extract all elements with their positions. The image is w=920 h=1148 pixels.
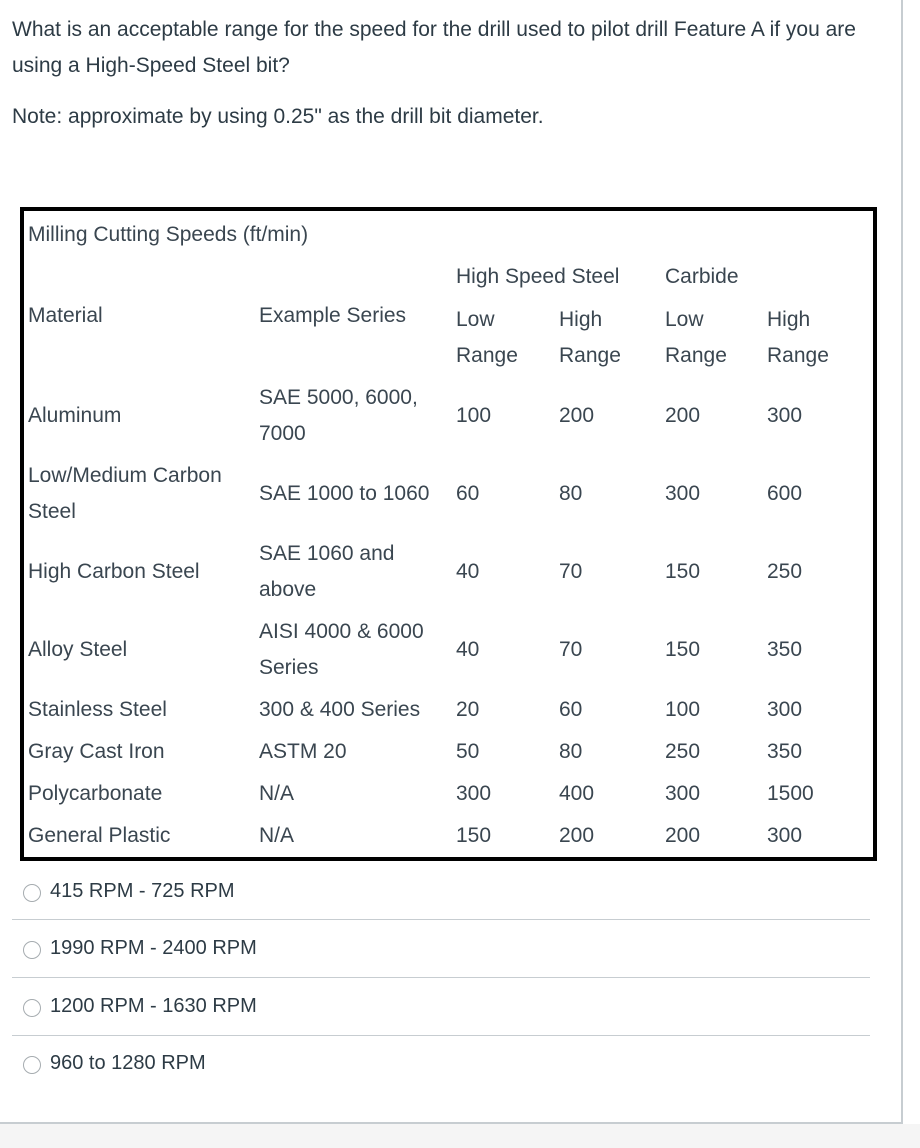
row-low-medium-carbon-series: SAE 1000 to 1060 — [259, 482, 430, 505]
question-note: Note: approximate by using 0.25" as the drill bit diameter. — [12, 105, 544, 128]
radio-button-2[interactable] — [23, 941, 41, 959]
row-gray-cast-iron-hss-low: 50 — [456, 740, 480, 763]
row-alloy-steel-carbide-low: 150 — [665, 638, 701, 661]
row-polycarbonate-series: N/A — [259, 782, 295, 805]
row-polycarbonate-material: Polycarbonate — [28, 782, 163, 805]
row-stainless-material: Stainless Steel — [28, 698, 167, 721]
header-carbide: Carbide — [665, 265, 739, 288]
row-low-medium-carbon-material: Low/Medium Carbon Steel — [28, 464, 222, 523]
row-low-medium-carbon-hss-low: 60 — [456, 482, 480, 505]
row-general-plastic-material: General Plastic — [28, 824, 171, 847]
header-hss-low: Low Range — [456, 308, 518, 367]
row-low-medium-carbon-hss-high: 80 — [559, 482, 583, 505]
header-high-speed-steel: High Speed Steel — [456, 265, 620, 288]
answer-option-4[interactable] — [0, 1036, 870, 1094]
row-high-carbon-hss-high: 70 — [559, 560, 583, 583]
row-general-plastic-hss-high: 200 — [559, 824, 595, 847]
frame-right-border — [901, 0, 903, 1124]
row-alloy-steel-series: AISI 4000 & 6000 Series — [259, 620, 424, 679]
row-general-plastic-carbide-high: 300 — [767, 824, 803, 847]
header-hss-high: High Range — [559, 308, 621, 367]
answer-label-2[interactable]: 1990 RPM - 2400 RPM — [50, 937, 257, 959]
row-stainless-carbide-high: 300 — [767, 698, 803, 721]
radio-button-4[interactable] — [23, 1056, 41, 1074]
row-aluminum-carbide-low: 200 — [665, 404, 701, 427]
row-alloy-steel-hss-high: 70 — [559, 638, 583, 661]
row-high-carbon-material: High Carbon Steel — [28, 560, 200, 583]
header-carbide-low: Low Range — [665, 308, 727, 367]
answer-option-2[interactable] — [0, 920, 870, 978]
row-high-carbon-hss-low: 40 — [456, 560, 480, 583]
row-polycarbonate-hss-low: 300 — [456, 782, 492, 805]
page-background-strip — [0, 1124, 920, 1148]
radio-button-1[interactable] — [23, 884, 41, 902]
table-title: Milling Cutting Speeds (ft/min) — [28, 223, 309, 246]
row-aluminum-carbide-high: 300 — [767, 404, 803, 427]
header-carbide-high: High Range — [767, 308, 829, 367]
answer-option-3[interactable] — [0, 978, 870, 1036]
radio-button-3[interactable] — [23, 999, 41, 1017]
row-low-medium-carbon-carbide-low: 300 — [665, 482, 701, 505]
row-stainless-hss-low: 20 — [456, 698, 480, 721]
row-alloy-steel-hss-low: 40 — [456, 638, 480, 661]
row-polycarbonate-hss-high: 400 — [559, 782, 595, 805]
row-polycarbonate-carbide-high: 1500 — [767, 782, 814, 805]
answer-label-3[interactable]: 1200 RPM - 1630 RPM — [50, 995, 257, 1017]
row-high-carbon-carbide-low: 150 — [665, 560, 701, 583]
row-general-plastic-carbide-low: 200 — [665, 824, 701, 847]
row-general-plastic-series: N/A — [259, 824, 295, 847]
row-high-carbon-carbide-high: 250 — [767, 560, 803, 583]
row-gray-cast-iron-carbide-high: 350 — [767, 740, 803, 763]
answer-label-4[interactable]: 960 to 1280 RPM — [50, 1052, 206, 1074]
header-material: Material — [28, 304, 103, 327]
row-gray-cast-iron-material: Gray Cast Iron — [28, 740, 165, 763]
row-stainless-carbide-low: 100 — [665, 698, 701, 721]
row-high-carbon-series: SAE 1060 and above — [259, 542, 395, 601]
row-aluminum-hss-low: 100 — [456, 404, 492, 427]
header-example-series: Example Series — [259, 304, 407, 327]
answer-label-1[interactable]: 415 RPM - 725 RPM — [50, 880, 235, 902]
row-polycarbonate-carbide-low: 300 — [665, 782, 701, 805]
question-text: What is an acceptable range for the speed for the drill used to pilot drill Feature A if you are using a High-Speed Steel bit? — [12, 18, 856, 77]
row-gray-cast-iron-series: ASTM 20 — [259, 740, 347, 763]
row-aluminum-series: SAE 5000, 6000, 7000 — [259, 386, 418, 445]
row-stainless-series: 300 & 400 Series — [259, 698, 421, 721]
row-gray-cast-iron-carbide-low: 250 — [665, 740, 701, 763]
cutting-speeds-table — [20, 207, 877, 861]
row-aluminum-material: Aluminum — [28, 404, 122, 427]
row-gray-cast-iron-hss-high: 80 — [559, 740, 583, 763]
answer-option-1[interactable] — [0, 862, 870, 920]
row-low-medium-carbon-carbide-high: 600 — [767, 482, 803, 505]
row-general-plastic-hss-low: 150 — [456, 824, 492, 847]
row-stainless-hss-high: 60 — [559, 698, 583, 721]
row-aluminum-hss-high: 200 — [559, 404, 595, 427]
row-alloy-steel-material: Alloy Steel — [28, 638, 128, 661]
row-alloy-steel-carbide-high: 350 — [767, 638, 803, 661]
